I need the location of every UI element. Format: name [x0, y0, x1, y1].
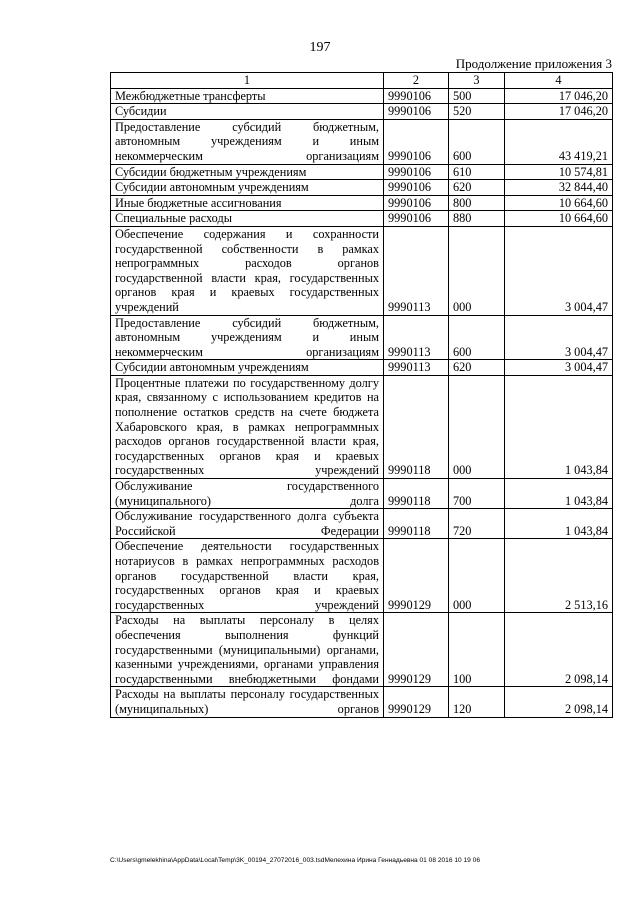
row-type-cell: 600	[449, 119, 505, 164]
row-code-cell: 9990106	[384, 195, 449, 211]
row-amount-cell: 1 043,84	[505, 479, 613, 509]
budget-table	[110, 72, 613, 718]
row-amount-cell: 2 098,14	[505, 613, 613, 687]
row-name-cell: Межбюджетные трансферты	[111, 88, 384, 104]
column-header-code: 2	[384, 73, 449, 89]
row-name-cell: Расходы на выплаты персоналу государственных (муниципальных) органов	[111, 687, 384, 717]
row-type-cell: 000	[449, 539, 505, 613]
table-row	[111, 539, 613, 613]
table-row	[111, 509, 613, 539]
row-amount-cell: 10 664,60	[505, 211, 613, 227]
table-row	[111, 211, 613, 227]
row-type-cell: 000	[449, 375, 505, 478]
row-name-cell: Субсидии	[111, 104, 384, 120]
row-name-cell: Обеспечение деятельности государственных нотариусов в рамках непрограммных расходов органов государственной власти края, государственных органов края и краевых государственных учреждений	[111, 539, 384, 613]
row-code-cell: 9990129	[384, 613, 449, 687]
row-code-cell: 9990106	[384, 211, 449, 227]
row-code-cell: 9990106	[384, 119, 449, 164]
row-type-cell: 800	[449, 195, 505, 211]
row-name-cell: Предоставление субсидий бюджетным, автономным учреждениям и иным некоммерческим организациям	[111, 119, 384, 164]
table-row	[111, 315, 613, 360]
row-amount-cell: 10 574,81	[505, 164, 613, 180]
row-amount-cell: 2 098,14	[505, 687, 613, 717]
row-code-cell: 9990118	[384, 509, 449, 539]
row-type-cell: 700	[449, 479, 505, 509]
row-name-cell: Обеспечение содержания и сохранности государственной собственности в рамках непрограммных расходов органов государственной власти края, государственных органов края и краевых государственных учреждений	[111, 226, 384, 315]
row-code-cell: 9990129	[384, 539, 449, 613]
row-code-cell: 9990113	[384, 360, 449, 376]
row-amount-cell: 3 004,47	[505, 315, 613, 360]
continuation-title: Продолжение приложения 3	[455, 56, 612, 71]
table-row	[111, 687, 613, 717]
table-row	[111, 479, 613, 509]
row-code-cell: 9990118	[384, 479, 449, 509]
row-name-cell: Субсидии автономным учреждениям	[111, 360, 384, 376]
row-code-cell: 9990129	[384, 687, 449, 717]
table-row	[111, 195, 613, 211]
row-name-cell: Обслуживание государственного (муниципального) долга	[111, 479, 384, 509]
table-row	[111, 375, 613, 478]
row-type-cell: 610	[449, 164, 505, 180]
page-number: 197	[309, 40, 331, 55]
row-code-cell: 9990113	[384, 226, 449, 315]
row-amount-cell: 1 043,84	[505, 509, 613, 539]
table-row	[111, 613, 613, 687]
row-type-cell: 600	[449, 315, 505, 360]
row-amount-cell: 43 419,21	[505, 119, 613, 164]
table-row	[111, 119, 613, 164]
row-name-cell: Процентные платежи по государственному долгу края, связанному с использованием кредитов на пополнение остатков средств на счете бюджета Хабаровского края, в рамках непрограммных расходов органов государственной власти края, государственных органов края и краевых государственных учреждений	[111, 375, 384, 478]
row-amount-cell: 1 043,84	[505, 375, 613, 478]
row-amount-cell: 10 664,60	[505, 195, 613, 211]
row-code-cell: 9990118	[384, 375, 449, 478]
row-amount-cell: 17 046,20	[505, 88, 613, 104]
row-name-cell: Предоставление субсидий бюджетным, автономным учреждениям и иным некоммерческим организациям	[111, 315, 384, 360]
row-type-cell: 720	[449, 509, 505, 539]
row-amount-cell: 2 513,16	[505, 539, 613, 613]
row-code-cell: 9990106	[384, 88, 449, 104]
footer-file-path: C:\Users\gmelekhina\AppData\Local\Temp\3K_00194_27072016_003.tsdМелехина Ирина Геннадьевна 01 08 2016 10 19 06	[110, 857, 481, 864]
row-type-cell: 880	[449, 211, 505, 227]
row-code-cell: 9990106	[384, 104, 449, 120]
row-name-cell: Обслуживание государственного долга субъекта Российской Федерации	[111, 509, 384, 539]
row-code-cell: 9990113	[384, 315, 449, 360]
table-row	[111, 104, 613, 120]
row-code-cell: 9990106	[384, 180, 449, 196]
table-header-row	[111, 73, 613, 89]
row-type-cell: 120	[449, 687, 505, 717]
row-type-cell: 000	[449, 226, 505, 315]
table-row	[111, 360, 613, 376]
row-name-cell: Расходы на выплаты персоналу в целях обеспечения выполнения функций государственными (муниципальными) органами, казенными учреждениями, органами управления государственными внебюджетными фондами	[111, 613, 384, 687]
column-header-type: 3	[449, 73, 505, 89]
row-name-cell: Иные бюджетные ассигнования	[111, 195, 384, 211]
table-row	[111, 164, 613, 180]
row-name-cell: Субсидии автономным учреждениям	[111, 180, 384, 196]
table-row	[111, 226, 613, 315]
row-amount-cell: 3 004,47	[505, 226, 613, 315]
row-type-cell: 500	[449, 88, 505, 104]
row-type-cell: 620	[449, 180, 505, 196]
table-row	[111, 180, 613, 196]
column-header-amount: 4	[505, 73, 613, 89]
row-code-cell: 9990106	[384, 164, 449, 180]
table-row	[111, 88, 613, 104]
column-header-name: 1	[111, 73, 384, 89]
row-amount-cell: 32 844,40	[505, 180, 613, 196]
row-type-cell: 100	[449, 613, 505, 687]
row-amount-cell: 3 004,47	[505, 360, 613, 376]
row-amount-cell: 17 046,20	[505, 104, 613, 120]
row-type-cell: 620	[449, 360, 505, 376]
table-body	[111, 88, 613, 717]
row-name-cell: Субсидии бюджетным учреждениям	[111, 164, 384, 180]
row-name-cell: Специальные расходы	[111, 211, 384, 227]
row-type-cell: 520	[449, 104, 505, 120]
